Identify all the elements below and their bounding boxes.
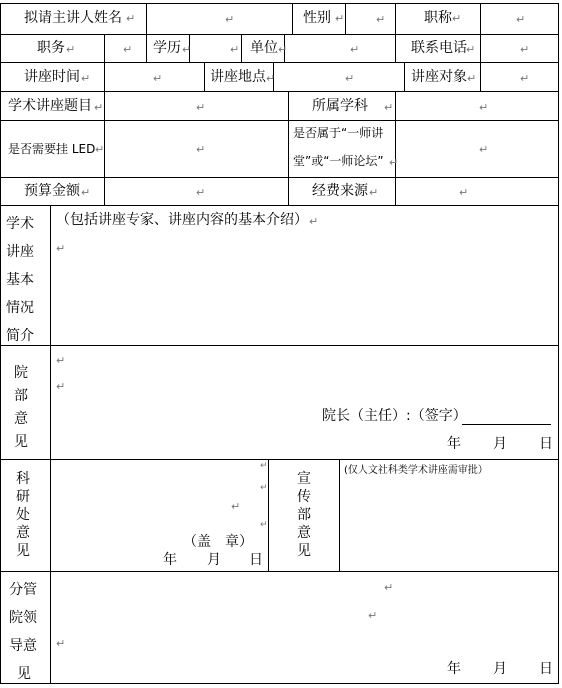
h-line (0, 3, 559, 4)
return-mark: ↵ (389, 156, 399, 169)
propaganda-side-label (297, 470, 311, 560)
research-seal: （盖 章） (183, 534, 253, 550)
audience-label: 讲座对象 (411, 69, 467, 85)
return-mark: ↵ (56, 637, 66, 650)
v-line (292, 3, 293, 34)
forum-label-line2: 堂”或“一师论坛” (293, 154, 384, 168)
propaganda-side-char: 见 (297, 543, 311, 559)
budget-label: 预算金额 (24, 183, 80, 199)
v-line (395, 34, 396, 62)
propaganda-note: (仅人文社科类学术讲座需审批） (344, 465, 488, 476)
v-line (104, 34, 105, 62)
return-mark: ↵ (260, 483, 268, 493)
return-mark: ↵ (384, 581, 394, 594)
research-side-char: 意 (16, 525, 30, 541)
return-mark: ↵ (516, 13, 526, 26)
leader-year: 年 (447, 661, 461, 677)
funding-label: 经费来源 (312, 183, 368, 199)
return-mark: ↵ (196, 186, 206, 199)
v-line (480, 62, 481, 91)
propaganda-side-char: 部 (297, 507, 311, 523)
gender-label: 性别 (303, 10, 331, 26)
intro-side-char: 基本 (6, 272, 34, 288)
return-mark: ↵ (95, 143, 105, 156)
v-line (558, 3, 559, 684)
h-line (0, 34, 559, 35)
v-line (345, 3, 346, 34)
v-line (50, 205, 51, 683)
h-line (0, 91, 559, 92)
dept-year: 年 (447, 436, 461, 452)
unit-label: 单位 (250, 40, 278, 56)
position-label: 职务 (37, 40, 65, 56)
research-side-char: 研 (16, 489, 30, 505)
return-mark: ↵ (56, 380, 66, 393)
research-side-char: 见 (16, 543, 30, 559)
v-line (241, 34, 242, 62)
return-mark: ↵ (452, 12, 462, 25)
return-mark: ↵ (520, 43, 530, 56)
return-mark: ↵ (56, 242, 66, 255)
dept-side-char: 院 (14, 365, 28, 381)
signature-line (462, 424, 551, 425)
discipline-label: 所属学科 (312, 98, 368, 114)
return-mark: ↵ (182, 43, 192, 56)
location-label: 讲座地点 (210, 69, 266, 85)
return-mark: ↵ (230, 43, 240, 56)
leader-day: 日 (539, 661, 553, 677)
return-mark: ↵ (459, 186, 469, 199)
intro-side-char: 情况 (6, 300, 34, 316)
research-side-char: 处 (16, 507, 30, 523)
return-mark: ↵ (384, 101, 394, 114)
dept-side-label (14, 362, 28, 454)
return-mark: ↵ (123, 43, 133, 56)
phone-label: 联系电话 (411, 40, 467, 56)
return-mark: ↵ (260, 461, 268, 471)
led-label: 是否需要挂 LED (8, 142, 96, 156)
dept-side-char: 意 (14, 411, 28, 427)
intro-side-char: 学术 (6, 216, 34, 232)
research-month: 月 (207, 552, 221, 568)
h-line (0, 205, 559, 206)
h-line (0, 120, 559, 121)
return-mark: ↵ (376, 13, 386, 26)
h-line (0, 683, 559, 684)
return-mark: ↵ (309, 215, 319, 228)
leader-side-char: 导意 (9, 638, 37, 654)
return-mark: ↵ (368, 609, 378, 622)
return-mark: ↵ (266, 72, 276, 85)
v-line (204, 62, 205, 91)
education-label: 学历 (153, 40, 181, 56)
return-mark: ↵ (479, 101, 489, 114)
v-line (146, 34, 147, 62)
research-side-label (16, 470, 30, 560)
propaganda-side-char: 宣 (297, 471, 311, 487)
research-year: 年 (163, 552, 177, 568)
return-mark: ↵ (56, 354, 66, 367)
topic-label: 学术讲座题目 (8, 98, 92, 114)
return-mark: ↵ (225, 13, 235, 26)
dept-side-char: 见 (14, 434, 28, 450)
intro-side-char: 简介 (6, 328, 34, 344)
return-mark: ↵ (520, 72, 530, 85)
return-mark: ↵ (196, 101, 206, 114)
v-line (0, 3, 1, 684)
propaganda-side-char: 传 (297, 489, 311, 505)
v-line (480, 34, 481, 62)
research-side-char: 科 (16, 471, 30, 487)
return-mark: ↵ (369, 186, 379, 199)
return-mark: ↵ (231, 500, 241, 513)
v-line (395, 91, 396, 205)
v-line (339, 459, 340, 571)
leader-side-char: 院领 (9, 610, 37, 626)
dept-day: 日 (539, 436, 553, 452)
leader-side-char: 见 (17, 666, 31, 682)
intro-hint: （包括讲座专家、讲座内容的基本介绍） (56, 212, 308, 228)
return-mark: ↵ (196, 143, 206, 156)
v-line (268, 459, 269, 571)
v-line (288, 91, 289, 205)
return-mark: ↵ (335, 12, 345, 25)
v-line (104, 62, 105, 91)
leader-month: 月 (493, 661, 507, 677)
return-mark: ↵ (81, 72, 91, 85)
speaker-name-label: 拟请主讲人姓名 (24, 10, 122, 26)
v-line (480, 3, 481, 34)
return-mark: ↵ (260, 520, 268, 530)
dept-signature-label: 院长（主任）:（签字） (322, 408, 467, 424)
leader-side-label (9, 576, 39, 688)
forum-label-line1: 是否属于“一师讲 (293, 126, 384, 140)
time-label: 讲座时间 (24, 69, 80, 85)
return-mark: ↵ (278, 43, 288, 56)
h-line (0, 345, 559, 346)
intro-side-char: 讲座 (6, 244, 34, 260)
h-line (0, 459, 559, 460)
return-mark: ↵ (81, 186, 91, 199)
return-mark: ↵ (94, 101, 104, 114)
h-line (0, 571, 559, 572)
v-line (395, 3, 396, 34)
v-line (146, 3, 147, 34)
return-mark: ↵ (126, 12, 136, 25)
dept-side-char: 部 (14, 388, 28, 404)
return-mark: ↵ (345, 72, 355, 85)
research-day: 日 (249, 552, 263, 568)
dept-month: 月 (493, 436, 507, 452)
propaganda-side-char: 意 (297, 525, 311, 541)
h-line (0, 177, 559, 178)
leader-side-char: 分管 (9, 582, 37, 598)
return-mark: ↵ (467, 72, 477, 85)
return-mark: ↵ (66, 43, 76, 56)
v-line (404, 62, 405, 91)
return-mark: ↵ (466, 43, 476, 56)
title-label: 职称 (424, 10, 452, 26)
return-mark: ↵ (479, 143, 489, 156)
intro-side-label (6, 210, 44, 350)
return-mark: ↵ (350, 43, 360, 56)
h-line (0, 62, 559, 63)
return-mark: ↵ (153, 72, 163, 85)
